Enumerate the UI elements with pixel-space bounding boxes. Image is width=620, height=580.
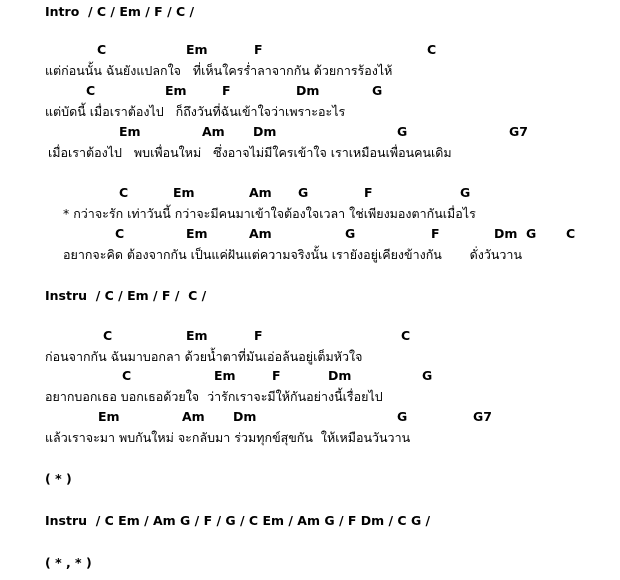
instru-line-2: Instru / C Em / Am G / F / G / C Em / Am G / F Dm / C G / bbox=[45, 513, 431, 528]
chord: Am bbox=[182, 409, 205, 424]
chord: Dm bbox=[233, 409, 257, 424]
lyric-line: อยากบอกเธอ บอกเธอด้วยใจ ว่ารักเราจะมีให้กันอย่างนี้เรื่อยไป bbox=[45, 389, 383, 404]
chord: F bbox=[431, 226, 440, 241]
chord: Dm bbox=[328, 368, 352, 383]
chord: G bbox=[422, 368, 433, 383]
repeat-chorus-2: ( * , * ) bbox=[45, 555, 92, 570]
chord: G7 bbox=[509, 124, 528, 139]
instru-line-1: Instru / C / Em / F / C / bbox=[45, 288, 207, 303]
chord: G bbox=[298, 185, 309, 200]
chord: C bbox=[119, 185, 129, 200]
chord: Em bbox=[186, 42, 208, 57]
chord: C bbox=[97, 42, 107, 57]
chord: Dm bbox=[253, 124, 277, 139]
chord: G bbox=[460, 185, 471, 200]
intro-line: Intro / C / Em / F / C / bbox=[45, 4, 195, 19]
chord: C bbox=[103, 328, 113, 343]
chord: G bbox=[526, 226, 537, 241]
chord: G bbox=[372, 83, 383, 98]
chord: Em bbox=[186, 226, 208, 241]
chord: G bbox=[397, 124, 408, 139]
chord: Am bbox=[202, 124, 225, 139]
chord: F bbox=[364, 185, 373, 200]
lyric-line: แต่บัดนี้ เมื่อเราต้องไป ก็ถึงวันที่ฉันเข้าใจว่าเพราะอะไร bbox=[45, 104, 346, 119]
chord: Am bbox=[249, 185, 272, 200]
chord: G bbox=[397, 409, 408, 424]
lyric-line: แล้วเราจะมา พบกันใหม่ จะกลับมา ร่วมทุกข์สุขกัน ให้เหมือนวันวาน bbox=[45, 430, 411, 445]
chord: Em bbox=[173, 185, 195, 200]
chord: Em bbox=[186, 328, 208, 343]
chord: C bbox=[115, 226, 125, 241]
lyric-line: เมื่อเราต้องไป พบเพื่อนใหม่ ซึ่งอาจไม่มีใครเข้าใจ เราเหมือนเพื่อนคนเดิม bbox=[48, 145, 452, 160]
chord: C bbox=[401, 328, 411, 343]
chord: Dm bbox=[494, 226, 518, 241]
chord: F bbox=[254, 42, 263, 57]
chord: F bbox=[272, 368, 281, 383]
chord: Am bbox=[249, 226, 272, 241]
chord: G bbox=[345, 226, 356, 241]
chord: Em bbox=[119, 124, 141, 139]
chord: Dm bbox=[296, 83, 320, 98]
chord: C bbox=[86, 83, 96, 98]
repeat-chorus-1: ( * ) bbox=[45, 471, 72, 486]
lyric-line: * กว่าจะรัก เท่าวันนี้ กว่าจะมีคนมาเข้าใจต้องใจเวลา ใช่เพียงมองตากันเมื่อไร bbox=[63, 206, 476, 221]
chord: Em bbox=[98, 409, 120, 424]
lyric-line: แต่ก่อนนั้น ฉันยังแปลกใจ ที่เห็นใครร่ำลาจากกัน ด้วยการร้องไห้ bbox=[45, 63, 393, 78]
lyric-line: อยากจะคิด ต้องจากกัน เป็นแค่ฝันแต่ความจริงนั้น เรายังอยู่เคียงข้างกัน ดั่งวันวาน bbox=[63, 247, 522, 262]
chord: C bbox=[122, 368, 132, 383]
chord: C bbox=[427, 42, 437, 57]
chord: C bbox=[566, 226, 576, 241]
chord: F bbox=[254, 328, 263, 343]
chord: G7 bbox=[473, 409, 492, 424]
lyric-line: ก่อนจากกัน ฉันมาบอกลา ด้วยน้ำตาที่มันเอ่อล้นอยู่เต็มหัวใจ bbox=[45, 349, 363, 364]
chord: F bbox=[222, 83, 231, 98]
chord: Em bbox=[165, 83, 187, 98]
chord: Em bbox=[214, 368, 236, 383]
